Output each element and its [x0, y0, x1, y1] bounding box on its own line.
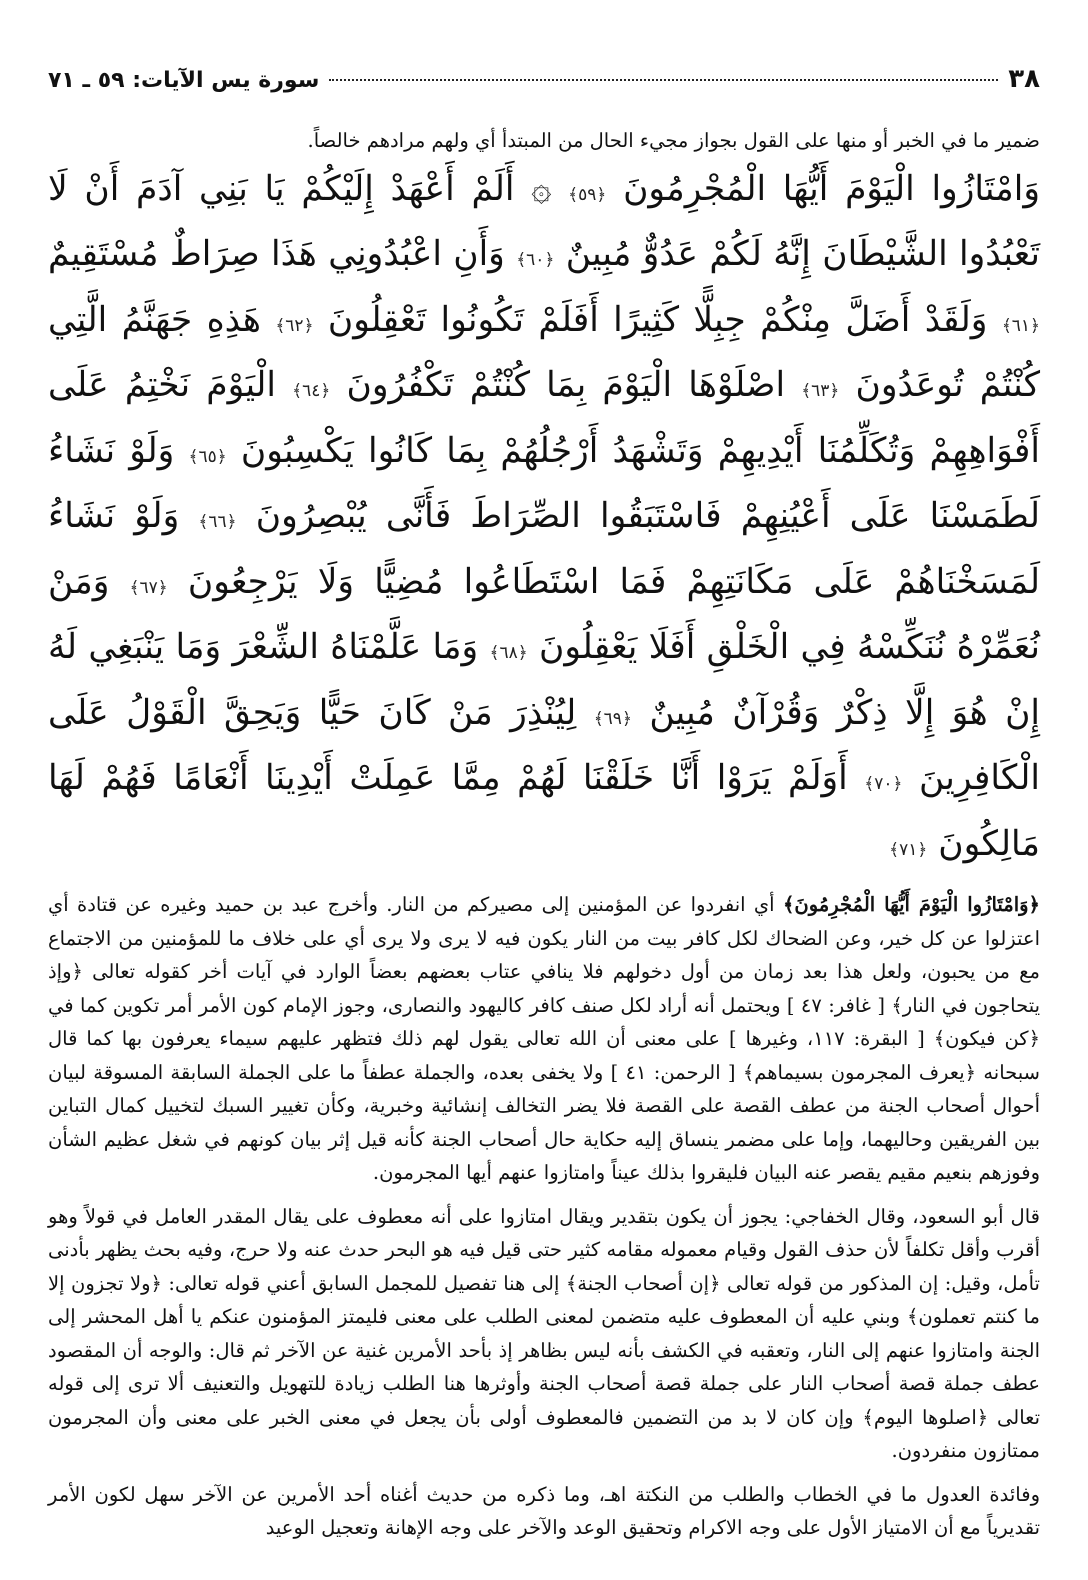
ayah-marker-59: ﴿٥٩﴾	[568, 184, 607, 205]
ayah-marker-62: ﴿٦٢﴾	[275, 315, 314, 336]
quoted-verse-heading: ﴿وَامْتَازُوا الْيَوْمَ أَيُّهَا الْمُجْرِمُونَ﴾	[782, 893, 1040, 916]
verse-63: هَذِهِ جَهَنَّمُ الَّتِي كُنْتُمْ تُوعَدُونَ	[48, 299, 1041, 405]
quran-verses-block	[48, 160, 1040, 881]
ayah-marker-70: ﴿٧٠﴾	[864, 774, 903, 794]
commentary-paragraph-3: وفائدة العدول ما في الخطاب والطلب من النكتة اهـ، وما ذكره من حديث أغناه أحد الأمرين عن الآخر سهل لكون الأمر تقديرياً مع أن الامتياز الأول على وجه الاكرام وتحقيق الوعد والآخر على وجه الإهانة وتعجيل الوعيد	[48, 1482, 1040, 1539]
ayah-marker-71: ﴿٧١﴾	[889, 839, 928, 860]
verse-66: وَلَوْ نَشَاءُ لَطَمَسْنَا عَلَى أَعْيُنِهِمْ فَاسْتَبَقُوا الصِّرَاطَ فَأَنَّى يُبْصِرُونَ	[48, 430, 1041, 536]
verse-61: وَأَنِ اعْبُدُونِي هَذَا صِرَاطٌ مُسْتَقِيمٌ	[48, 234, 505, 274]
continued-commentary-line: ضمير ما في الخبر أو منها على القول بجواز مجيء الحال من المبتدأ أي ولهم مرادهم خالصاً.	[307, 129, 1040, 152]
verse-62: وَلَقَدْ أَضَلَّ مِنْكُمْ جِبِلًّا كَثِيرًا أَفَلَمْ تَكُونُوا تَعْقِلُونَ	[327, 299, 988, 340]
ayah-marker-60: ﴿٦٠﴾	[516, 250, 555, 270]
verse-70: لِيُنْذِرَ مَنْ كَانَ حَيًّا وَيَحِقَّ الْقَوْلُ عَلَى الْكَافِرِينَ	[48, 692, 1041, 798]
commentary-paragraph-1-body: أي انفردوا عن المؤمنين إلى مصيركم من النار. وأخرج عبد بن حميد وغيره عن قتادة أي اعتزلوا عن كل خير، وعن الضحاك لكل كافر بيت من النار يكون فيه لا يرى ولا يرى أي على خلاف ما للمؤمنين من الاجتماع مع من يحبون، ولعل هذا بعد زمان من أول دخولهم فلا ينافي عتاب بعضهم بعضاً الوارد في آيات أخر كقوله تعالى ﴿وإذ يتحاجون في النار﴾ [ غافر: ٤٧ ] ويحتمل أنه أراد لكل صنف كافر كاليهود والنصارى، وجوز الإمام كون الأمر أمر تكوين كما في ﴿كن فيكون﴾ [ البقرة: ١١٧، وغيرها ] على معنى أن الله تعالى يقول لهم ذلك فتظهر عليهم سيماء يعرفون بها كما قال سبحانه ﴿يعرف المجرمون بسيماهم﴾ [ الرحمن: ٤١ ] ولا يخفى بعده، والجملة عطفاً ما على الجملة السابقة المسوقة لبيان أحوال أصحاب الجنة من عطف القصة على القصة فلا يضر التخالف إنشائية وخبرية، وكأن تغيير السبك لتخييل كمال التباين بين الفريقين وحاليهما، وإما على مضمر ينساق إليه حكاية حال أصحاب الجنة كأنه قيل إثر بيان كونهم في شغل عظيم الشأن وفوزهم بنعيم مقيم يقصر عنه البيان فليقروا بذلك عيناً وامتازوا عنهم أيها المجرمون.	[48, 893, 1041, 1184]
verse-71: أَوَلَمْ يَرَوْا أَنَّا خَلَقْنَا لَهُمْ مِمَّا عَمِلَتْ أَيْدِينَا أَنْعَامًا فَهُمْ لَهَا مَالِكُونَ	[48, 758, 1040, 864]
verse-65: الْيَوْمَ نَخْتِمُ عَلَى أَفْوَاهِهِمْ وَتُكَلِّمُنَا أَيْدِيهِمْ وَتَشْهَدُ أَرْجُلُهُمْ بِمَا كَانُوا يَكْسِبُونَ	[48, 365, 1040, 471]
verse-68: وَمَنْ نُعَمِّرْهُ نُنَكِّسْهُ فِي الْخَلْقِ أَفَلَا يَعْقِلُونَ	[48, 561, 1040, 667]
verse-59: وَامْتَازُوا الْيَوْمَ أَيُّهَا الْمُجْرِمُونَ	[623, 168, 1041, 209]
commentary-paragraph-2: قال أبو السعود، وقال الخفاجي: يجوز أن يكون بتقدير ويقال امتازوا على أنه معطوف على يقال المقدر العامل في قولاً وهو أقرب وأقل تكلفاً لأن حذف القول وقيام معموله مقامه كثير حتى قيل فيه هو البحر حدث عنه ولا حرج، وفيه بحث يظهر بأدنى تأمل، وقيل: إن المذكور من قوله تعالى ﴿إن أصحاب الجنة﴾ إلى هنا تفصيل للمجمل السابق أعني قوله تعالى: ﴿ولا تجزون إلا ما كنتم تعملون﴾ وبني عليه أن المعطوف عليه متضمن لمعنى الطلب على معنى فليمتز المؤمنون عنكم يا أهل المحشر إلى الجنة وامتازوا عنهم إلى النار، وتعقبه في الكشف بأنه ليس بظاهر إذ بأحد الأمرين غنية عن الآخر ثم قال: والوجه أن المقصود عطف جملة قصة أصحاب النار على جملة قصة أصحاب الجنة وأوثرها هنا الطلب زيادة للتهويل والتعنيف ألا ترى إلى قوله تعالى ﴿اصلوها اليوم﴾ وإن كان لا بد من التضمين فالمعطوف أولى بأن يجعل في معنى الخبر على معنى وأن المجرمون ممتازون منفردون.	[48, 1204, 1040, 1462]
running-header	[48, 64, 1040, 110]
ayah-marker-66: ﴿٦٦﴾	[198, 512, 237, 532]
verse-64: اصْلَوْهَا الْيَوْمَ بِمَا كُنْتُمْ تَكْفُرُونَ	[346, 365, 786, 405]
ayah-marker-65: ﴿٦٥﴾	[188, 446, 227, 467]
ayah-marker-61: ﴿٦١﴾	[1001, 315, 1041, 336]
page-number: ٣٨	[1008, 64, 1040, 94]
ayah-marker-69: ﴿٦٩﴾	[593, 708, 632, 729]
verse-69: وَمَا عَلَّمْنَاهُ الشِّعْرَ وَمَا يَنْبَغِي لَهُ إِنْ هُوَ إِلَّا ذِكْرٌ وَقُرْآنٌ مُبِينٌ	[48, 627, 1041, 733]
ayah-marker-63: ﴿٦٣﴾	[801, 381, 840, 401]
ayah-marker-64: ﴿٦٤﴾	[292, 381, 331, 401]
commentary-paragraph-1	[48, 888, 1040, 1190]
verse-60: ۞ أَلَمْ أَعْهَدْ إِلَيْكُمْ يَا بَنِي آدَمَ أَنْ لَا تَعْبُدُوا الشَّيْطَانَ إِنَّهُ لَكُمْ عَدُوٌّ مُبِينٌ	[48, 168, 1041, 274]
verse-67: وَلَوْ نَشَاءُ لَمَسَخْنَاهُمْ عَلَى مَكَانَتِهِمْ فَمَا اسْتَطَاعُوا مُضِيًّا وَلَا يَرْجِعُونَ	[48, 496, 1041, 602]
header-leader-dots	[329, 79, 998, 81]
ayah-marker-67: ﴿٦٧﴾	[129, 577, 168, 598]
surah-verse-range: سورة يس الآيات: ٥٩ ـ ٧١	[48, 68, 320, 93]
ayah-marker-68: ﴿٦٨﴾	[489, 643, 528, 663]
